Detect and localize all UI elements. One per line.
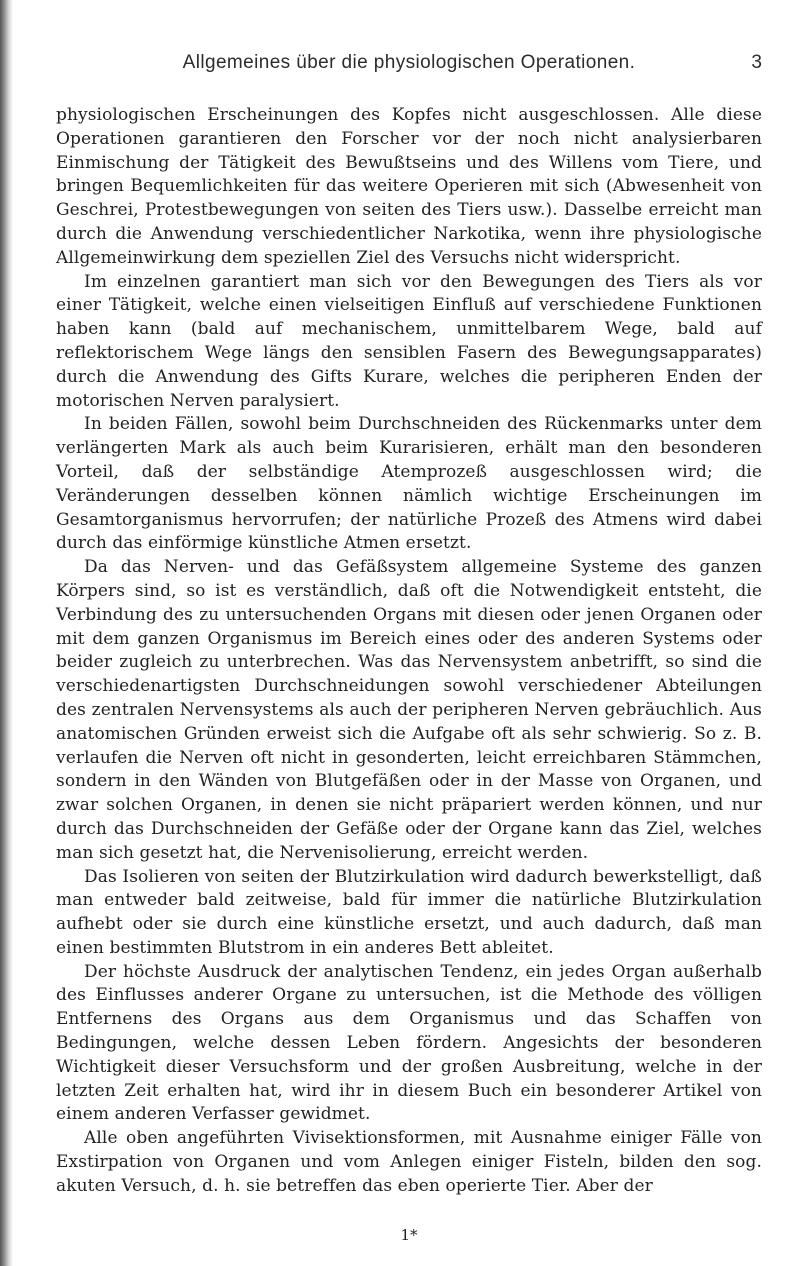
running-head [56,52,762,82]
paragraph-6: Der höchste Ausdruck der analytischen Tendenz, ein jedes Organ außerhalb des Einflusses anderer Organe zu untersuchen, ist die Methode des völligen Entfernens des Organs aus dem Organismus und das Schaffen von Bedingungen, welche dessen Leben fördern. Angesichts der besonderen Wichtigkeit dieser Versuchsform und der großen Ausbreitung, welche in der letzten Zeit erhalten hat, wird ihr in diesem Buch ein besonderer Artikel von einem anderen Verfasser gewidmet. [56,961,762,1125]
body-text [56,104,762,1199]
paragraph-7: Alle oben angeführten Vivisektionsformen, mit Ausnahme einiger Fälle von Exstirpation von Organen und vom Anlegen einiger Fisteln, bilden den sog. akuten Versuch, d. h. sie betreffen das eben operierte Tier. Aber der [56,1128,762,1196]
sheet-signature: 1* [400,1226,418,1244]
paragraph-2: Im einzelnen garantiert man sich vor den Bewegungen des Tiers als vor einer Tätigkeit, welche einen vielseitigen Einfluß auf verschiedene Funktionen haben kann (bald auf mechanischem, unmittelbarem Wege, bald auf reflektorischem Wege längs den sensiblen Fasern des Bewegungsapparates) durch die Anwendung des Gifts Kurare, welches die peripheren Enden der motorischen Nerven paralysiert. [56,271,762,411]
paragraph-1: physiologischen Erscheinungen des Kopfes nicht ausgeschlossen. Alle diese Operationen garantieren den Forscher vor der noch nicht analysierbaren Einmischung der Tätigkeit des Bewußtseins und des Willens vom Tiere, und bringen Bequemlichkeiten für das weitere Operieren mit sich (Abwesenheit von Geschrei, Protestbewegungen von seiten des Tiers usw.). Dasselbe erreicht man durch die Anwendung verschiedentlicher Narkotika, wenn ihre physiologische Allgemeinwirkung dem speziellen Ziel des Versuchs nicht widerspricht. [56,105,762,268]
page-binding-edge [0,0,13,1266]
paragraph-3: In beiden Fällen, sowohl beim Durchschneiden des Rückenmarks unter dem verlängerten Mark als auch beim Kurarisieren, erhält man den besonderen Vorteil, daß der selbständige Atemprozeß ausgeschlossen wird; die Veränderungen desselben können nämlich wichtige Erscheinungen im Gesamtorganismus hervorrufen; der natürliche Prozeß des Atmens wird dabei durch das einförmige künstliche Atmen ersetzt. [56,414,762,554]
running-title: Allgemeines über die physiologischen Operationen. [182,52,636,73]
page-number: 3 [751,52,762,73]
paragraph-5: Das Isolieren von seiten der Blutzirkulation wird dadurch bewerkstelligt, daß man entweder bald zeitweise, bald für immer die natürliche Blutzirkulation aufhebt oder sie durch eine künstliche ersetzt, und auch dadurch, daß man einen bestimmten Blutstrom in ein anderes Bett ableitet. [56,866,762,958]
paragraph-4: Da das Nerven- und das Gefäßsystem allgemeine Systeme des ganzen Körpers sind, so ist es verständlich, daß oft die Notwendigkeit entsteht, die Verbindung des zu untersuchenden Organs mit diesen oder jenen Organen oder mit dem ganzen Organismus im Bereich eines oder des anderen Systems oder beider zugleich zu unterbrechen. Was das Nervensystem anbetrifft, so sind die verschiedenartigsten Durchschneidungen sowohl verschiedener Abteilungen des zentralen Nervensystems als auch der peripheren Nerven gebräuchlich. Aus anatomischen Gründen erweist sich die Aufgabe oft als sehr schwierig. So z. B. verlaufen die Nerven oft nicht in gesonderten, leicht erreichbaren Stämmchen, sondern in den Wänden von Blutgefäßen oder in der Masse von Organen, und zwar solchen Organen, in denen sie nicht präpariert werden können, und nur durch das Durchschneiden der Gefäße oder der Organe kann das Ziel, welches man sich gesetzt hat, die Nervenisolierung, erreicht werden. [56,557,762,863]
